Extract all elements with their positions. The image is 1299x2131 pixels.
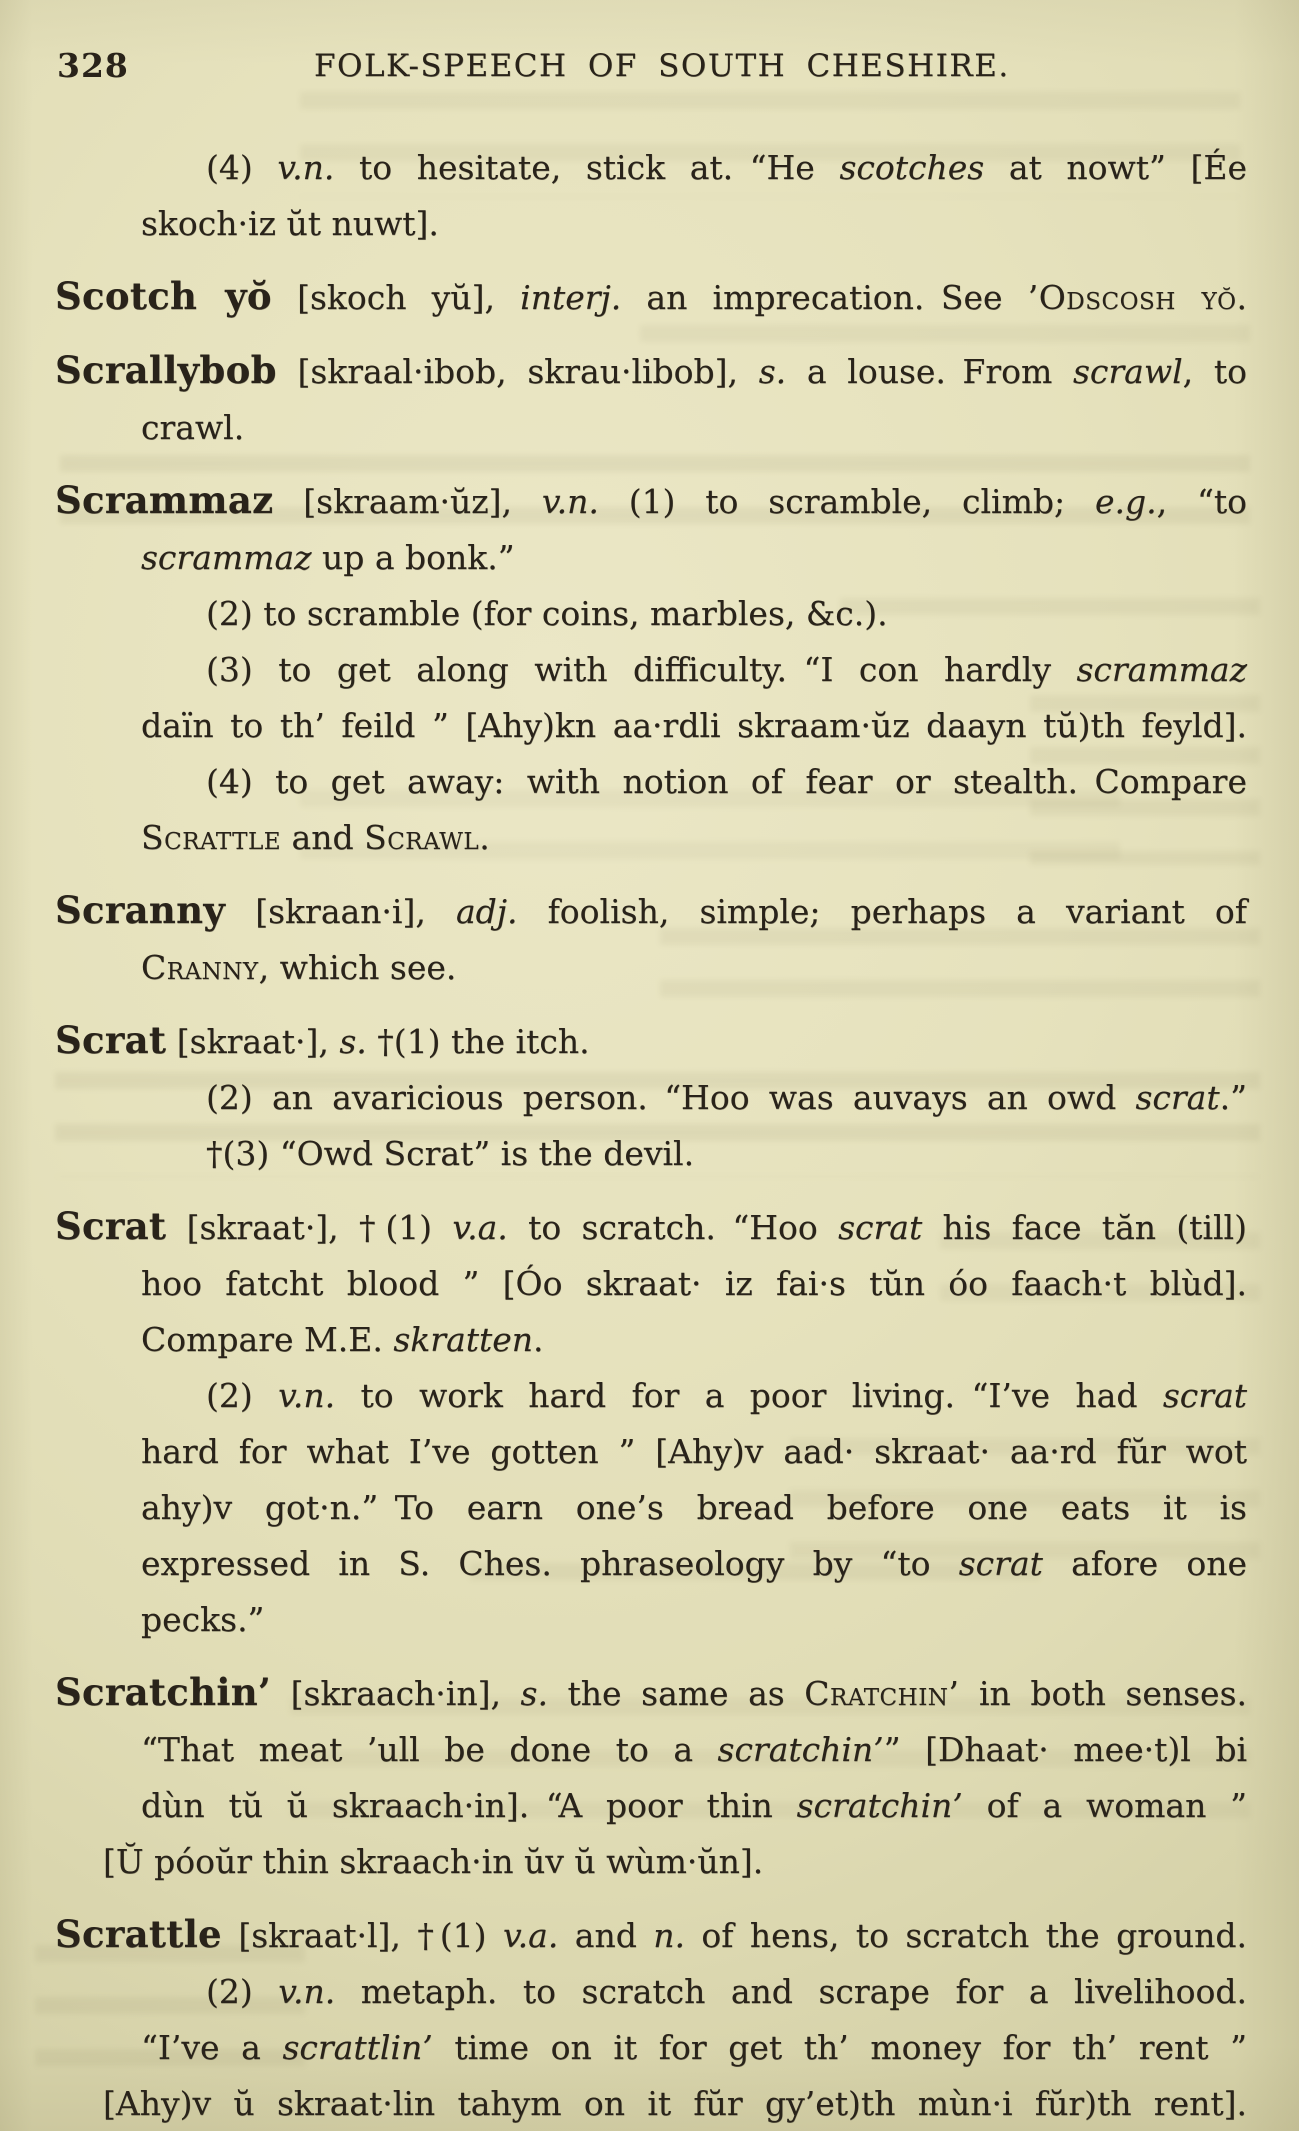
text-segment: scratchin’ (717, 1730, 884, 1769)
text-segment: and (558, 1916, 654, 1955)
cross-reference: ’Odscosh yŏ (1027, 278, 1237, 317)
text-segment: (2) to scramble (for coins, marbles, &c.). (206, 594, 888, 633)
text-line (55, 1778, 1247, 1834)
cross-reference: Cratchin’ (804, 1674, 960, 1713)
text-segment: . (1236, 278, 1247, 317)
text-line (55, 1256, 1247, 1312)
text-segment: pecks.” (141, 1600, 265, 1639)
text-segment: v.n. (277, 148, 335, 187)
text-line (55, 268, 1247, 326)
text-segment: scrat (1162, 1376, 1248, 1415)
text-segment: †(1) the itch. (366, 1022, 590, 1061)
text-segment: [Ahy)v ŭ skraat·lin tahym on it fŭr gy’et)th mùn·i fŭr)th rent]. (103, 2084, 1247, 2123)
text-segment: n. (653, 1916, 685, 1955)
cross-reference: Scrattle (141, 818, 282, 857)
cross-reference: Scrawl (364, 818, 480, 857)
text-segment: †(3) “Owd Scrat” is the devil. (206, 1134, 695, 1173)
text-line (55, 530, 1247, 586)
text-segment: s. (758, 352, 787, 391)
headword: Scranny (55, 888, 226, 932)
text-segment: daïn to th’ feild ” [Ahy)kn aa·rdli skraam·ŭz daayn tŭ)th feyld]. (141, 706, 1247, 745)
text-segment: [Ŭ póoŭr thin skraach·in ŭv ŭ wùm·ŭn]. (103, 1842, 764, 1881)
text-segment: (4) (206, 148, 278, 187)
text-segment: to work hard for a poor living. “I’ve had (335, 1376, 1163, 1415)
headword: Scotch yŏ (55, 274, 272, 318)
text-segment: ahy)v got·n.” To earn one’s bread before one eats it is (141, 1488, 1247, 1527)
text-line (55, 1312, 1247, 1368)
text-line (55, 400, 1247, 456)
text-segment: v.n. (541, 482, 599, 521)
text-segment: scrattlin’ (282, 2028, 433, 2067)
text-segment: skratten (393, 1320, 534, 1359)
text-line (55, 1834, 1247, 1890)
text-segment: e.g. (1095, 482, 1157, 521)
text-line (55, 472, 1247, 530)
text-segment: (2) an avaricious person. “Hoo was auvays an owd (206, 1078, 1136, 1117)
text-segment: the same as (547, 1674, 805, 1713)
text-segment: scratchin’ (796, 1786, 963, 1825)
text-line (55, 196, 1247, 252)
text-line (55, 1424, 1247, 1480)
text-line (55, 1536, 1247, 1592)
text-segment: (4) to get away: with notion of fear or stealth. Compare (206, 762, 1247, 801)
text-line (55, 698, 1247, 754)
text-segment: scrat (838, 1208, 923, 1247)
page-number: 328 (57, 46, 129, 85)
text-line (55, 342, 1247, 400)
text-segment: ” [Dhaat· mee·t)l bi (883, 1730, 1247, 1769)
text-line (55, 586, 1247, 642)
text-line (55, 1906, 1247, 1964)
text-segment: “I’ve a (141, 2028, 283, 2067)
text-segment: at nowt” [Ée (984, 148, 1247, 187)
text-segment: expressed in S. Ches. phraseology by “to (141, 1544, 959, 1583)
text-segment: v.a. (502, 1916, 559, 1955)
text-segment: of a woman ” (962, 1786, 1247, 1825)
text-segment: interj. (520, 278, 622, 317)
text-line (55, 1722, 1247, 1778)
headword: Scrat (55, 1204, 167, 1248)
text-line (55, 1368, 1247, 1424)
text-segment: hard for what I’ve gotten ” [Ahy)v aad· skraat· aa·rd fŭr wot (141, 1432, 1247, 1471)
text-segment: foolish, simple; perhaps a variant of (517, 892, 1247, 931)
text-segment: [skraat·], (166, 1022, 340, 1061)
text-line (55, 810, 1247, 866)
text-line (55, 1198, 1247, 1256)
text-segment: (3) to get along with difficulty. “I con hardly (206, 650, 1077, 689)
text-line (55, 1592, 1247, 1648)
text-line (55, 1012, 1247, 1070)
text-segment: scrammaz (141, 538, 312, 577)
text-line (55, 140, 1247, 196)
text-segment: . (533, 1320, 544, 1359)
text-segment: up a bonk.” (311, 538, 515, 577)
text-segment: Compare M.E. (141, 1320, 394, 1359)
text-body (55, 140, 1247, 2131)
text-segment: afore one (1042, 1544, 1247, 1583)
page-header (55, 46, 1245, 86)
headword: Scrattle (55, 1912, 222, 1956)
headword: Scratchin’ (55, 1670, 272, 1714)
text-segment: and (281, 818, 365, 857)
text-segment: to hesitate, stick at. “He (334, 148, 840, 187)
text-line (55, 1964, 1247, 2020)
text-segment: to scratch. “Hoo (507, 1208, 839, 1247)
text-line (55, 1480, 1247, 1536)
text-segment: his face tăn (till) (922, 1208, 1247, 1247)
text-segment: scrat (1135, 1078, 1220, 1117)
text-segment: metaph. to scratch and scrape for a livelihood. (335, 1972, 1248, 2011)
text-segment: scrat (958, 1544, 1043, 1583)
text-segment: crawl. (141, 408, 245, 447)
text-segment: [skraach·in], (271, 1674, 521, 1713)
text-segment: (1) to scramble, climb; (598, 482, 1095, 521)
text-line (55, 642, 1247, 698)
text-segment: v.n. (278, 1376, 336, 1415)
text-segment: [skoch yŭ], (271, 278, 521, 317)
headword: Scrallybob (55, 348, 277, 392)
text-segment: v.n. (278, 1972, 336, 2011)
text-segment: a louse. From (786, 352, 1073, 391)
running-title: FOLK-SPEECH OF SOUTH CHESHIRE. (314, 48, 1010, 84)
text-line (55, 2020, 1247, 2076)
text-segment: (2) (206, 1972, 279, 2011)
text-segment: , “to (1156, 482, 1247, 521)
text-segment: , which see. (258, 948, 457, 987)
text-segment: hoo fatcht blood ” [Óo skraat· iz fai·s tŭn óo faach·t blùd]. (141, 1264, 1247, 1303)
text-segment: scotches (839, 148, 985, 187)
text-line (55, 1070, 1247, 1126)
text-segment: scrawl (1072, 352, 1183, 391)
headword: Scrammaz (55, 478, 274, 522)
text-segment: s. (520, 1674, 548, 1713)
text-segment: in both senses. (959, 1674, 1248, 1713)
text-segment: time on it for get th’ money for th’ rent ” (432, 2028, 1247, 2067)
text-line (55, 1126, 1247, 1182)
text-segment: “That meat ’ull be done to a (141, 1730, 718, 1769)
text-segment: [skraam·ŭz], (273, 482, 542, 521)
text-segment: of hens, to scratch the ground. (685, 1916, 1247, 1955)
text-segment: adj. (455, 892, 518, 931)
text-segment: .” (1219, 1078, 1247, 1117)
text-line (55, 2076, 1247, 2131)
headword: Scrat (55, 1018, 167, 1062)
text-line (55, 754, 1247, 810)
text-segment: [skraat·], †(1) (166, 1208, 453, 1247)
text-segment: , to (1182, 352, 1247, 391)
cross-reference: Cranny (141, 948, 259, 987)
text-line (55, 882, 1247, 940)
text-segment: [skraan·i], (225, 892, 456, 931)
text-segment: dùn tŭ ŭ skraach·in]. “A poor thin (141, 1786, 797, 1825)
text-segment: [skraal·ibob, skrau·libob], (276, 352, 759, 391)
text-segment: skoch·iz ŭt nuwt]. (141, 204, 439, 243)
text-segment: v.a. (452, 1208, 508, 1247)
text-segment: . (479, 818, 490, 857)
text-segment: (2) (206, 1376, 279, 1415)
text-line (55, 940, 1247, 996)
text-segment: scrammaz (1076, 650, 1247, 689)
text-line (55, 1664, 1247, 1722)
text-segment: [skraat·l], †(1) (221, 1916, 503, 1955)
text-segment: an imprecation. See (621, 278, 1028, 317)
text-segment: s. (339, 1022, 367, 1061)
